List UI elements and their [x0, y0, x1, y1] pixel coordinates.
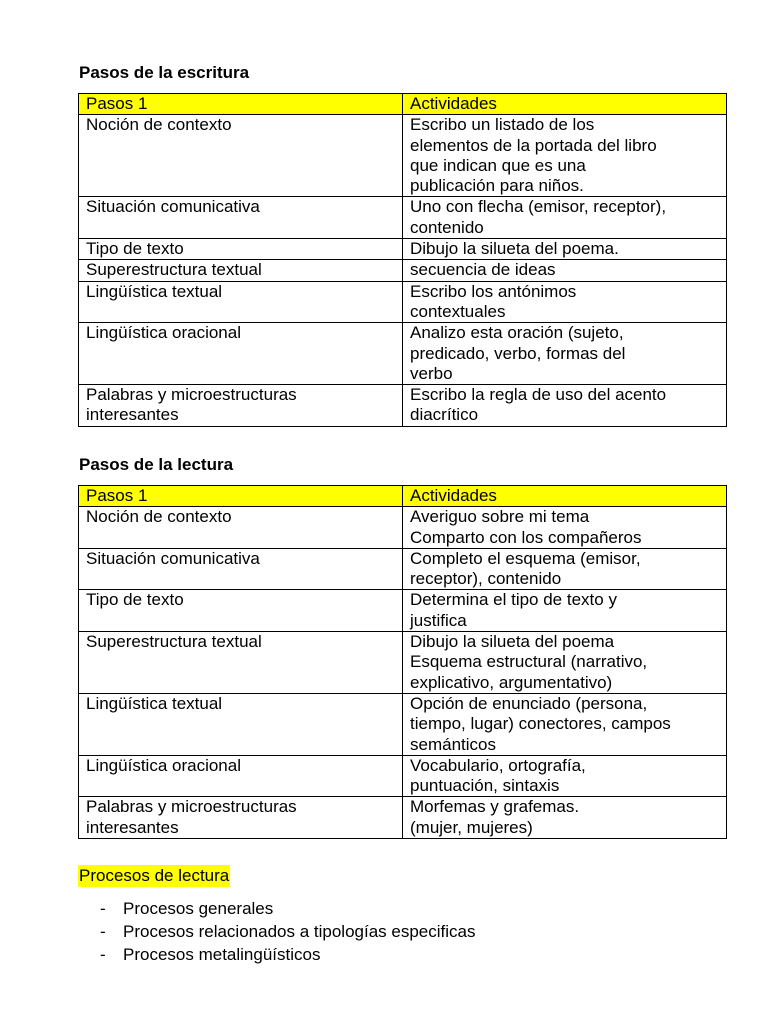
activity-line: receptor), contenido: [410, 569, 562, 589]
step-cell: [79, 590, 403, 632]
activity-line: predicado, verbo, formas del: [410, 343, 626, 363]
table-row: [79, 755, 727, 797]
activity-cell: [403, 323, 727, 385]
activity-cell: [403, 632, 727, 694]
step-cell: [79, 385, 403, 427]
list-item: [100, 897, 475, 920]
activity-cell: [403, 548, 727, 590]
activity-line: Vocabulario, ortografía,: [410, 755, 586, 775]
step-line: interesantes: [86, 817, 179, 837]
step-cell: [79, 260, 403, 281]
activity-cell: [403, 260, 727, 281]
dash-bullet: -: [100, 945, 106, 964]
procesos-list: [100, 897, 475, 966]
activity-line: semánticos: [410, 734, 496, 754]
step-line: Lingüística textual: [86, 693, 223, 713]
table-header-row: [79, 94, 727, 115]
activity-line: Comparto con los compañeros: [410, 527, 642, 547]
list-item-text: Procesos relacionados a tipologías especificas: [123, 922, 476, 941]
step-cell: [79, 239, 403, 260]
header-cell-pasos: Pasos 1: [79, 94, 403, 115]
activity-cell: [403, 507, 727, 549]
table-row: [79, 797, 727, 839]
step-line: Palabras y microestructuras: [86, 797, 297, 817]
header-cell-actividades: Actividades: [403, 94, 727, 115]
table-escritura: [78, 93, 727, 427]
step-cell: [79, 507, 403, 549]
activity-cell: [403, 755, 727, 797]
activity-line: Dibujo la silueta del poema.: [410, 239, 619, 259]
table-row: [79, 632, 727, 694]
table-row: [79, 281, 727, 323]
dash-bullet: -: [100, 922, 106, 941]
step-line: Palabras y microestructuras: [86, 385, 297, 405]
activity-line: Analizo esta oración (sujeto,: [410, 323, 624, 343]
step-line: Tipo de texto: [86, 239, 184, 259]
step-line: Noción de contexto: [86, 507, 232, 527]
activity-line: Escribo un listado de los: [410, 115, 595, 135]
step-cell: [79, 548, 403, 590]
activity-line: Escribo la regla de uso del acento: [410, 385, 667, 405]
activity-line: justifica: [410, 610, 467, 630]
step-line: Lingüística oracional: [86, 755, 241, 775]
highlighted-title-procesos: Procesos de lectura: [79, 866, 230, 885]
activity-line: Uno con flecha (emisor, receptor),: [410, 197, 667, 217]
table-row: [79, 197, 727, 239]
step-line: Situación comunicativa: [86, 197, 260, 217]
activity-line: Opción de enunciado (persona,: [410, 693, 648, 713]
step-cell: [79, 197, 403, 239]
step-line: interesantes: [86, 405, 179, 425]
activity-cell: [403, 197, 727, 239]
activity-line: Completo el esquema (emisor,: [410, 548, 641, 568]
step-cell: [79, 115, 403, 197]
list-item-text: Procesos metalingüísticos: [123, 945, 321, 964]
activity-line: que indican que es una: [410, 155, 586, 175]
header-cell-actividades: Actividades: [403, 486, 727, 507]
step-cell: [79, 755, 403, 797]
activity-line: Averiguo sobre mi tema: [410, 507, 590, 527]
step-line: Lingüística oracional: [86, 323, 241, 343]
step-line: Superestructura textual: [86, 632, 262, 652]
step-cell: [79, 632, 403, 694]
activity-line: (mujer, mujeres): [410, 817, 533, 837]
activity-line: contextuales: [410, 301, 506, 321]
activity-cell: [403, 590, 727, 632]
activity-cell: [403, 239, 727, 260]
step-cell: [79, 797, 403, 839]
activity-line: publicación para niños.: [410, 176, 584, 196]
table-row: [79, 693, 727, 755]
step-line: Lingüística textual: [86, 281, 223, 301]
activity-cell: [403, 693, 727, 755]
table-lectura: [78, 485, 727, 839]
dash-bullet: -: [100, 899, 106, 918]
table-row: [79, 590, 727, 632]
table-row: [79, 115, 727, 197]
activity-line: contenido: [410, 217, 484, 237]
list-item-text: Procesos generales: [123, 899, 274, 918]
list-item: [100, 920, 475, 943]
activity-line: secuencia de ideas: [410, 260, 556, 280]
table-row: [79, 239, 727, 260]
step-cell: [79, 693, 403, 755]
table-header-row: [79, 486, 727, 507]
table-row: [79, 385, 727, 427]
activity-line: explicativo, argumentativo): [410, 672, 613, 692]
table-row: [79, 548, 727, 590]
activity-line: Escribo los antónimos: [410, 281, 577, 301]
step-line: Noción de contexto: [86, 115, 232, 135]
step-line: Tipo de texto: [86, 590, 184, 610]
activity-line: diacrítico: [410, 405, 479, 425]
activity-line: Morfemas y grafemas.: [410, 797, 580, 817]
table-row: [79, 323, 727, 385]
section-title-lectura: Pasos de la lectura: [79, 455, 234, 474]
activity-line: elementos de la portada del libro: [410, 135, 657, 155]
activity-line: tiempo, lugar) conectores, campos: [410, 714, 671, 734]
activity-line: verbo: [410, 363, 453, 383]
table-row: [79, 260, 727, 281]
step-cell: [79, 281, 403, 323]
list-item: [100, 943, 475, 966]
step-line: Superestructura textual: [86, 260, 262, 280]
activity-line: Determina el tipo de texto y: [410, 590, 617, 610]
activity-line: Dibujo la silueta del poema: [410, 632, 615, 652]
table-row: [79, 507, 727, 549]
activity-cell: [403, 385, 727, 427]
header-cell-pasos: Pasos 1: [79, 486, 403, 507]
activity-line: Esquema estructural (narrativo,: [410, 652, 648, 672]
step-cell: [79, 323, 403, 385]
activity-cell: [403, 115, 727, 197]
activity-cell: [403, 281, 727, 323]
section-title-escritura: Pasos de la escritura: [79, 63, 250, 82]
activity-cell: [403, 797, 727, 839]
step-line: Situación comunicativa: [86, 548, 260, 568]
activity-line: puntuación, sintaxis: [410, 776, 560, 796]
